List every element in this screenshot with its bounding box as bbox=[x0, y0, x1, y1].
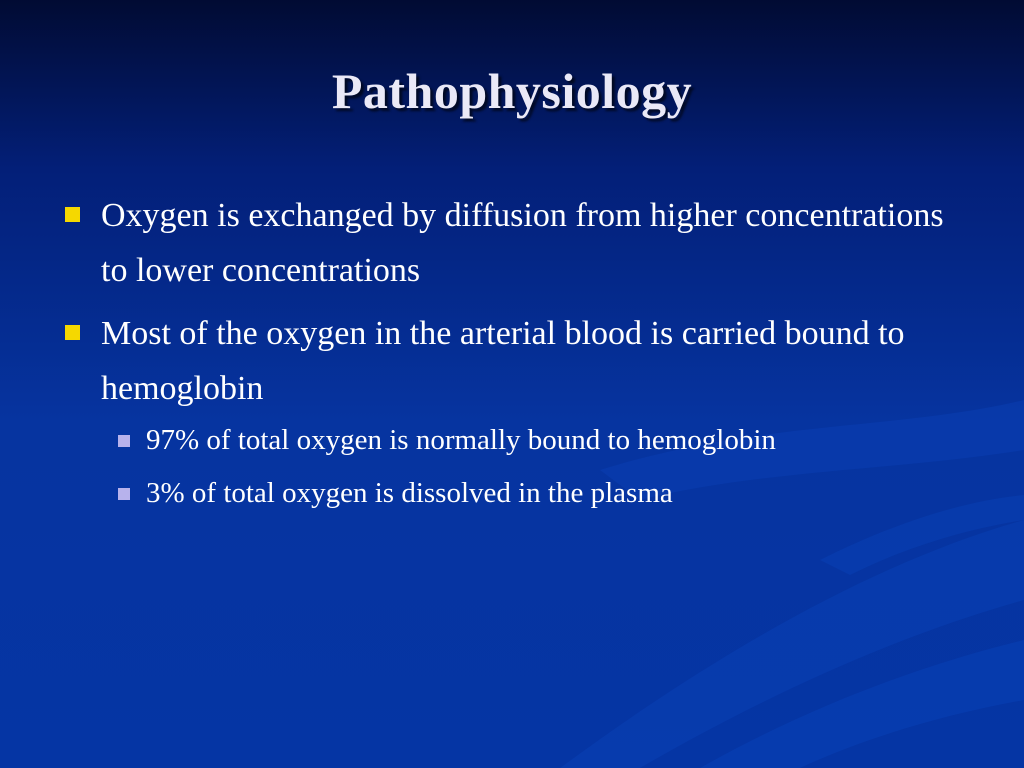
bullet-item bbox=[60, 306, 960, 516]
bullet-item bbox=[60, 188, 960, 298]
bullet-list bbox=[60, 188, 960, 524]
square-bullet-icon bbox=[65, 325, 80, 340]
sub-bullet-text: 97% of total oxygen is normally bound to hemoglobin bbox=[146, 424, 776, 456]
small-square-bullet-icon bbox=[118, 488, 130, 500]
sub-bullet-item bbox=[101, 418, 960, 463]
sub-bullet-item bbox=[101, 471, 960, 516]
sub-bullet-text: 3% of total oxygen is dissolved in the plasma bbox=[146, 477, 673, 509]
slide-title: Pathophysiology bbox=[331, 63, 693, 119]
bullet-text: Oxygen is exchanged by diffusion from higher concentrations to lower concentrations bbox=[101, 197, 944, 289]
sub-bullet-list bbox=[101, 418, 960, 516]
square-bullet-icon bbox=[65, 207, 80, 222]
bullet-text: Most of the oxygen in the arterial blood is carried bound to hemoglobin bbox=[101, 315, 905, 407]
small-square-bullet-icon bbox=[118, 435, 130, 447]
